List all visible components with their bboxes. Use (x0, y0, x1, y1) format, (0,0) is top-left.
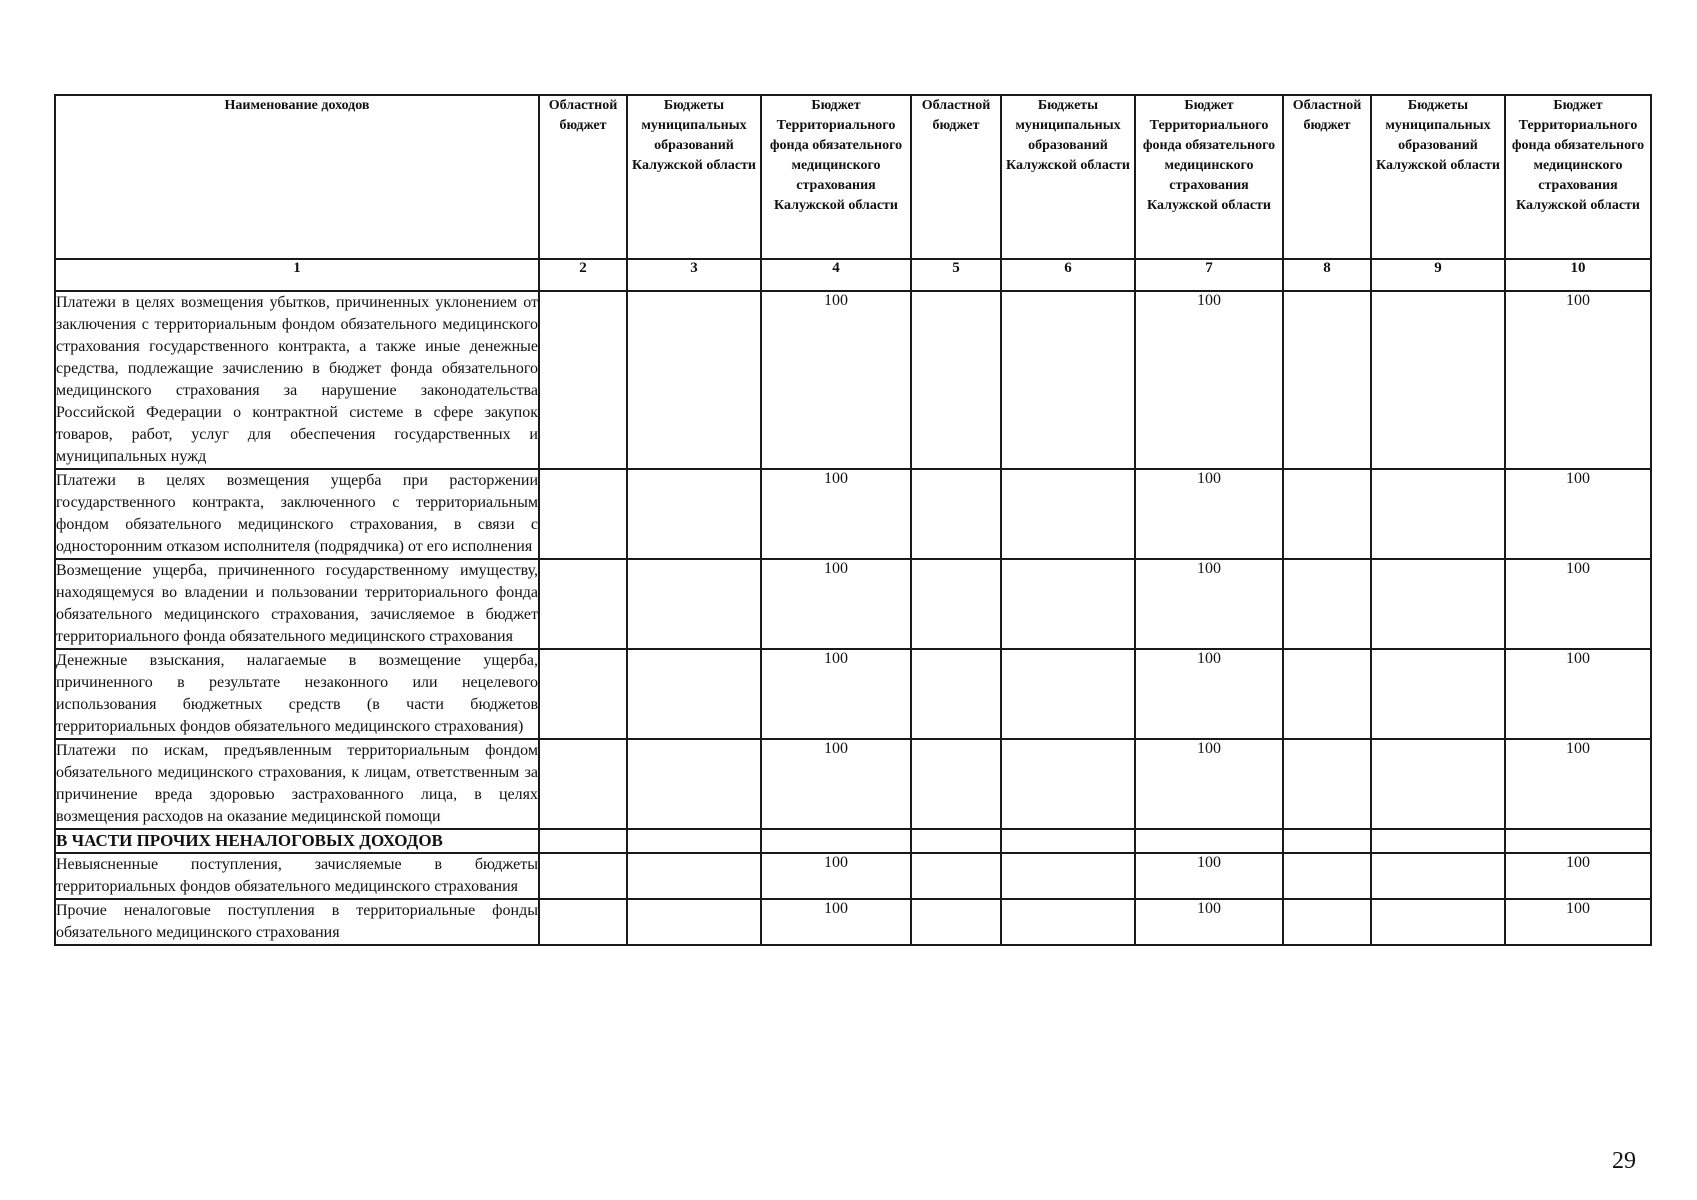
value-cell (1001, 899, 1135, 945)
header-municipal-budgets: Бюджеты муниципальных образований Калужской области (627, 95, 761, 259)
header-tfoms-budget: Бюджет Территориального фонда обязательного медицинского страхования Калужской области (1135, 95, 1283, 259)
value-cell: 100 (761, 469, 911, 559)
value-cell (911, 291, 1001, 469)
value-cell: 100 (761, 291, 911, 469)
value-cell: 100 (1505, 853, 1651, 899)
table-row (55, 853, 1651, 899)
value-cell (627, 853, 761, 899)
value-cell (1001, 469, 1135, 559)
value-cell (539, 469, 627, 559)
value-cell (627, 291, 761, 469)
value-cell: 100 (761, 559, 911, 649)
value-cell (911, 649, 1001, 739)
section-title: В ЧАСТИ ПРОЧИХ НЕНАЛОГОВЫХ ДОХОДОВ (55, 829, 539, 853)
value-cell (911, 739, 1001, 829)
empty-cell (1371, 829, 1505, 853)
revenue-name-cell: Платежи по искам, предъявленным территориальным фондом обязательного медицинского страхования, к лицам, ответственным за причинение вреда здоровью застрахованного лица, в целях возмещения расходов на оказание медицинской помощи (55, 739, 539, 829)
revenue-name-cell: Платежи в целях возмещения убытков, причиненных уклонением от заключения с территориальным фондом обязательного медицинского страхования государственного контракта, а также иные денежные средства, подлежащие зачислению в бюджет фонда обязательного медицинского страхования за нарушение законодательства Российской Федерации о контрактной системе в сфере закупок товаров, работ, услуг для обеспечения государственных и муниципальных нужд (55, 291, 539, 469)
empty-cell (627, 829, 761, 853)
value-cell (1283, 739, 1371, 829)
revenue-name-cell: Денежные взыскания, налагаемые в возмещение ущерба, причиненного в результате незаконного или нецелевого использования бюджетных средств (в части бюджетов территориальных фондов обязательного медицинского страхования) (55, 649, 539, 739)
value-cell (911, 469, 1001, 559)
empty-cell (1505, 829, 1651, 853)
column-number: 5 (911, 259, 1001, 291)
column-number: 1 (55, 259, 539, 291)
value-cell (1283, 291, 1371, 469)
value-cell: 100 (1135, 559, 1283, 649)
value-cell (627, 649, 761, 739)
value-cell: 100 (1505, 899, 1651, 945)
table-row (55, 469, 1651, 559)
column-number: 8 (1283, 259, 1371, 291)
value-cell (627, 559, 761, 649)
header-municipal-budgets: Бюджеты муниципальных образований Калужской области (1371, 95, 1505, 259)
header-regional-budget: Областной бюджет (539, 95, 627, 259)
column-number: 9 (1371, 259, 1505, 291)
column-number: 3 (627, 259, 761, 291)
value-cell: 100 (1505, 559, 1651, 649)
header-tfoms-budget: Бюджет Территориального фонда обязательного медицинского страхования Калужской области (1505, 95, 1651, 259)
value-cell: 100 (1135, 739, 1283, 829)
page-number: 29 (1612, 1148, 1636, 1174)
value-cell: 100 (761, 899, 911, 945)
empty-cell (1001, 829, 1135, 853)
value-cell: 100 (1135, 649, 1283, 739)
value-cell: 100 (761, 739, 911, 829)
value-cell (1283, 469, 1371, 559)
column-number: 6 (1001, 259, 1135, 291)
empty-cell (761, 829, 911, 853)
table-row (55, 291, 1651, 469)
value-cell (1283, 559, 1371, 649)
value-cell (1001, 291, 1135, 469)
value-cell (1283, 853, 1371, 899)
value-cell (627, 739, 761, 829)
empty-cell (539, 829, 627, 853)
value-cell (539, 649, 627, 739)
empty-cell (911, 829, 1001, 853)
table-row (55, 649, 1651, 739)
empty-cell (1283, 829, 1371, 853)
value-cell (539, 739, 627, 829)
value-cell (1371, 559, 1505, 649)
table-row (55, 739, 1651, 829)
header-municipal-budgets: Бюджеты муниципальных образований Калужской области (1001, 95, 1135, 259)
value-cell: 100 (761, 853, 911, 899)
value-cell: 100 (1505, 739, 1651, 829)
value-cell (1001, 739, 1135, 829)
column-number: 4 (761, 259, 911, 291)
value-cell: 100 (1505, 291, 1651, 469)
value-cell (1371, 649, 1505, 739)
header-regional-budget: Областной бюджет (1283, 95, 1371, 259)
revenue-distribution-table (54, 94, 1652, 946)
header-revenue-name: Наименование доходов (55, 95, 539, 259)
header-regional-budget: Областной бюджет (911, 95, 1001, 259)
table-row (55, 899, 1651, 945)
value-cell: 100 (1135, 853, 1283, 899)
value-cell (627, 899, 761, 945)
table-row (55, 559, 1651, 649)
column-number: 10 (1505, 259, 1651, 291)
value-cell: 100 (761, 649, 911, 739)
value-cell (1001, 649, 1135, 739)
value-cell (1371, 853, 1505, 899)
value-cell (1371, 469, 1505, 559)
value-cell (1371, 291, 1505, 469)
value-cell (1283, 649, 1371, 739)
empty-cell (1135, 829, 1283, 853)
revenue-name-cell: Прочие неналоговые поступления в территориальные фонды обязательного медицинского страхования (55, 899, 539, 945)
value-cell (911, 899, 1001, 945)
revenue-name-cell: Невыясненные поступления, зачисляемые в бюджеты территориальных фондов обязательного медицинского страхования (55, 853, 539, 899)
value-cell (539, 559, 627, 649)
value-cell (627, 469, 761, 559)
revenue-name-cell: Возмещение ущерба, причиненного государственному имуществу, находящемуся во владении и пользовании территориального фонда обязательного медицинского страхования, зачисляемое в бюджет территориального фонда обязательного медицинского страхования (55, 559, 539, 649)
value-cell (539, 853, 627, 899)
value-cell (539, 899, 627, 945)
value-cell: 100 (1505, 469, 1651, 559)
value-cell: 100 (1505, 649, 1651, 739)
value-cell (911, 559, 1001, 649)
value-cell (539, 291, 627, 469)
column-number-row (55, 259, 1651, 291)
header-row (55, 95, 1651, 259)
value-cell (1371, 739, 1505, 829)
revenue-name-cell: Платежи в целях возмещения ущерба при расторжении государственного контракта, заключенного с территориальным фондом обязательного медицинского страхования, в связи с односторонним отказом исполнителя (подрядчика) от его исполнения (55, 469, 539, 559)
value-cell (911, 853, 1001, 899)
value-cell: 100 (1135, 469, 1283, 559)
section-row (55, 829, 1651, 853)
value-cell: 100 (1135, 291, 1283, 469)
column-number: 2 (539, 259, 627, 291)
value-cell: 100 (1135, 899, 1283, 945)
header-tfoms-budget: Бюджет Территориального фонда обязательного медицинского страхования Калужской области (761, 95, 911, 259)
value-cell (1371, 899, 1505, 945)
column-number: 7 (1135, 259, 1283, 291)
value-cell (1283, 899, 1371, 945)
value-cell (1001, 853, 1135, 899)
value-cell (1001, 559, 1135, 649)
